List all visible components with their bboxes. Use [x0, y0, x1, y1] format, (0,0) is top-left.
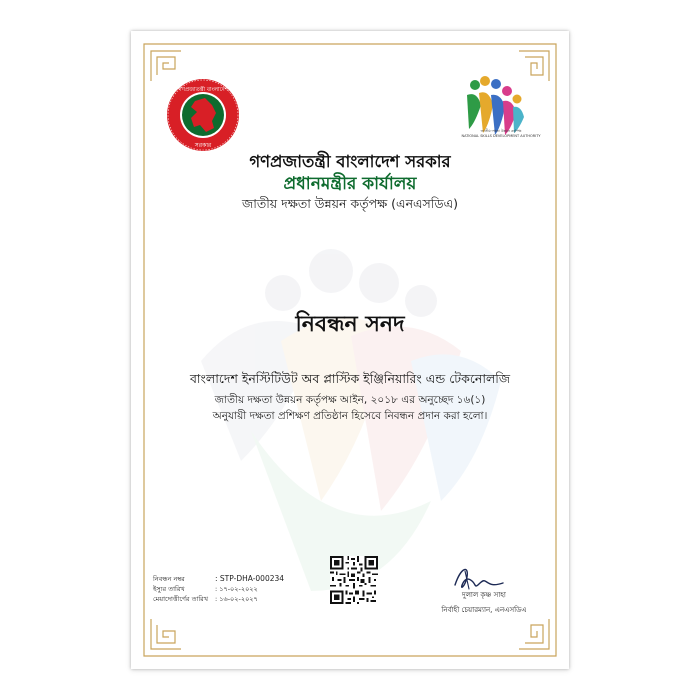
signatory-name: দুলাল কৃষ্ণ সাহা — [462, 591, 506, 599]
issue-date-value: : ১৭-০২-২০২২ — [215, 585, 258, 593]
registration-number-row — [153, 574, 323, 584]
expiry-date-value: : ১৬-০২-২০২৭ — [215, 595, 258, 603]
office-title: প্রধানমন্ত্রীর কার্যালয় — [283, 174, 417, 194]
svg-text:সরকার: সরকার — [194, 142, 212, 149]
registration-number-label: নিবন্ধন নম্বর — [153, 575, 185, 583]
government-title: গণপ্রজাতন্ত্রী বাংলাদেশ সরকার — [249, 152, 451, 171]
expiry-date-label: মেয়াদোত্তীর্ণের তারিখ — [153, 595, 209, 603]
svg-text:গণপ্রজাতন্ত্রী বাংলাদেশ: গণপ্রজাতন্ত্রী বাংলাদেশ — [178, 87, 228, 93]
registration-info — [153, 574, 323, 604]
signatory-title: নির্বাহী চেয়ারম্যান, এনএসডিএ — [441, 606, 527, 614]
certificate-text-line1: জাতীয় দক্ষতা উন্নয়ন কর্তৃপক্ষ আইন, ২০১৮ এর অনুচ্ছেদ ১৬(১) — [214, 394, 486, 406]
nsda-caption-bn: জাতীয় দক্ষতা উন্নয়ন কর্তৃপক্ষ — [480, 129, 522, 133]
registration-number-value: : STP-DHA-000234 — [215, 574, 285, 583]
certificate — [131, 31, 569, 669]
nsda-people-logo-icon — [461, 71, 541, 155]
issue-date-label: ইস্যুর তারিখ — [153, 585, 185, 593]
organization-name: বাংলাদেশ ইনস্টিটিউট অব প্লাস্টিক ইঞ্জিনিয়ারিং এন্ড টেকনোলজি — [189, 371, 511, 386]
nsda-logo-caption — [453, 129, 549, 138]
bangladesh-government-seal-icon — [163, 75, 243, 155]
issue-date-row — [153, 584, 323, 594]
nsda-caption-en: NATIONAL SKILLS DEVELOPMENT AUTHORITY — [461, 133, 541, 138]
certificate-text-line2: অনুযায়ী দক্ষতা প্রশিক্ষণ প্রতিষ্ঠান হিসেবে নিবন্ধন প্রদান করা হলো। — [212, 410, 488, 422]
agency-title: জাতীয় দক্ষতা উন্নয়ন কর্তৃপক্ষ (এনএসডিএ) — [242, 196, 458, 211]
expiry-date-row — [153, 594, 323, 604]
qr-code-icon — [330, 556, 378, 604]
certificate-title: নিবন্ধন সনদ — [295, 312, 405, 337]
